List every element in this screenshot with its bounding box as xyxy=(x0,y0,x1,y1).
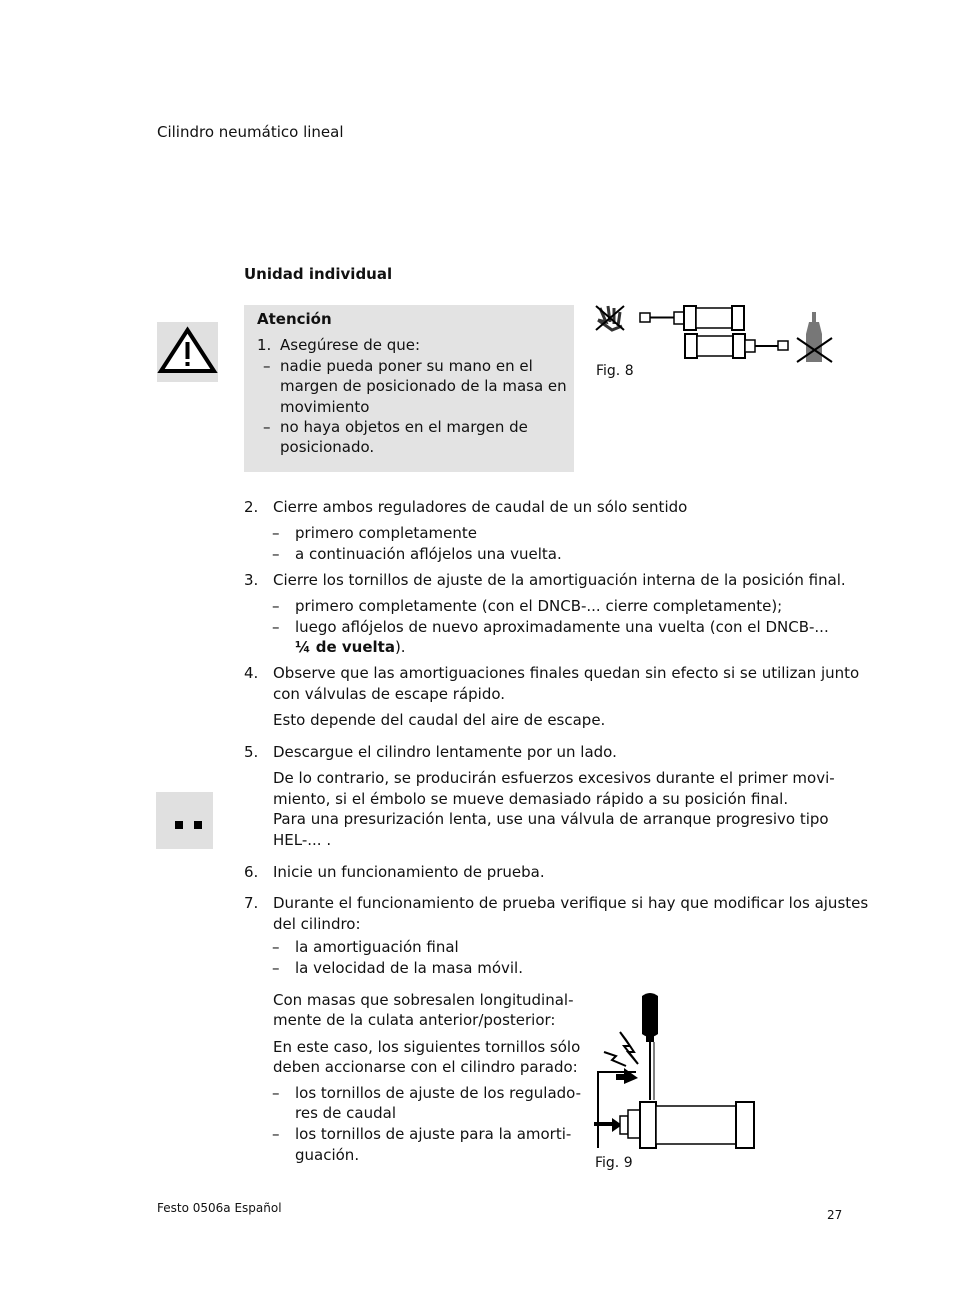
step-number: 5. xyxy=(244,743,259,761)
dash: – xyxy=(272,597,280,615)
page-number: 27 xyxy=(827,1208,843,1222)
dash: – xyxy=(272,545,280,563)
attention-title: Atención xyxy=(257,310,332,328)
sub-item: los tornillos de ajuste de los regulado- xyxy=(295,1084,582,1102)
step-paragraph: Con masas que sobresalen longitudinal- xyxy=(273,991,574,1009)
sub-item: la amortiguación final xyxy=(295,938,459,956)
screwdriver-icon xyxy=(642,993,658,1100)
warning-sidebar xyxy=(157,322,218,382)
dash: – xyxy=(272,524,280,542)
step-number: 3. xyxy=(244,571,259,589)
step-paragraph: De lo contrario, se producirán esfuerzos excesivos durante el primer movi- xyxy=(273,769,835,787)
sub-item: primero completamente (con el DNCB-... cierre completamente); xyxy=(295,597,783,615)
hand-icon xyxy=(596,306,624,330)
sub-item: primero completamente xyxy=(295,524,477,542)
attention-item-number: 1. xyxy=(257,336,272,354)
attention-bullet-line: movimiento xyxy=(280,398,370,416)
warning-triangle-icon xyxy=(157,322,218,382)
step-text: Durante el funcionamiento de prueba verifique si hay que modificar los ajustes xyxy=(273,894,869,912)
closing-text: ). xyxy=(394,638,406,656)
step-paragraph: miento, si el émbolo se mueve demasiado rápido a su posición final. xyxy=(273,790,789,808)
step-2 xyxy=(244,497,854,518)
step-number: 6. xyxy=(244,863,259,881)
dash: – xyxy=(263,357,271,375)
step-text: Descargue el cilindro lentamente por un lado. xyxy=(273,743,617,761)
attention-bullet-line: posicionado. xyxy=(280,438,375,456)
step-number: 4. xyxy=(244,664,259,682)
dash: – xyxy=(272,1084,280,1102)
attention-bullet-line: nadie pueda poner su mano en el xyxy=(280,357,533,375)
sub-item: res de caudal xyxy=(295,1104,396,1122)
cylinder-icon xyxy=(685,334,788,358)
sub-item: luego aflójelos de nuevo aproximadamente una vuelta (con el DNCB-... xyxy=(295,618,829,636)
sub-item: los tornillos de ajuste para la amorti- xyxy=(295,1125,572,1143)
note-dots-icon xyxy=(156,792,213,849)
step-paragraph: mente de la culata anterior/posterior: xyxy=(273,1011,556,1029)
dash: – xyxy=(272,959,280,977)
running-header: Cilindro neumático lineal xyxy=(157,123,344,141)
cylinder-icon xyxy=(620,1102,754,1148)
step-text: Cierre ambos reguladores de caudal de un sólo sentido xyxy=(273,498,688,516)
dash: – xyxy=(272,618,280,636)
bottle-icon xyxy=(797,312,832,362)
step-paragraph: deben accionarse con el cilindro parado: xyxy=(273,1058,578,1076)
step-number: 7. xyxy=(244,894,259,912)
step-paragraph: En este caso, los siguientes tornillos sólo xyxy=(273,1038,581,1056)
step-text: Observe que las amortiguaciones finales quedan sin efecto si se utilizan junto xyxy=(273,664,860,682)
fig8-illustration xyxy=(592,300,842,370)
attention-bullet-line: no haya objetos en el margen de xyxy=(280,418,528,436)
attention-box xyxy=(244,305,574,472)
cylinder-icon xyxy=(640,306,744,330)
dash: – xyxy=(272,938,280,956)
step-note: Esto depende del caudal del aire de escape. xyxy=(273,711,606,729)
lightning-icon xyxy=(604,1032,638,1066)
footer-brand: Festo 0506a Español xyxy=(157,1201,282,1215)
attention-bullet-line: margen de posicionado de la masa en xyxy=(280,377,567,395)
dash: – xyxy=(272,1125,280,1143)
sub-item: a continuación aflójelos una vuelta. xyxy=(295,545,562,563)
step-text: Inicie un funcionamiento de prueba. xyxy=(273,863,545,881)
step-number: 2. xyxy=(244,498,259,516)
step-paragraph: HEL-... . xyxy=(273,831,332,849)
step-paragraph: Para una presurización lenta, use una válvula de arranque progresivo tipo xyxy=(273,810,829,828)
sub-item-continuation xyxy=(295,637,406,658)
note-sidebar xyxy=(156,792,213,849)
sub-item: guación. xyxy=(295,1146,360,1164)
attention-item-text: Asegúrese de que: xyxy=(280,336,421,354)
step-text: con válvulas de escape rápido. xyxy=(273,685,506,703)
fig9-illustration xyxy=(592,988,762,1153)
sub-item: la velocidad de la masa móvil. xyxy=(295,959,523,977)
fig8-caption: Fig. 8 xyxy=(596,363,634,379)
fig9-caption: Fig. 9 xyxy=(595,1155,633,1171)
step-3 xyxy=(244,570,854,591)
step-text: del cilindro: xyxy=(273,915,361,933)
dash: – xyxy=(263,418,271,436)
arrow-icon xyxy=(624,1068,638,1084)
quarter-turn-text: ¼ de vuelta xyxy=(295,638,395,656)
step-text: Cierre los tornillos de ajuste de la amortiguación interna de la posición final. xyxy=(273,571,846,589)
section-title: Unidad individual xyxy=(244,265,393,283)
